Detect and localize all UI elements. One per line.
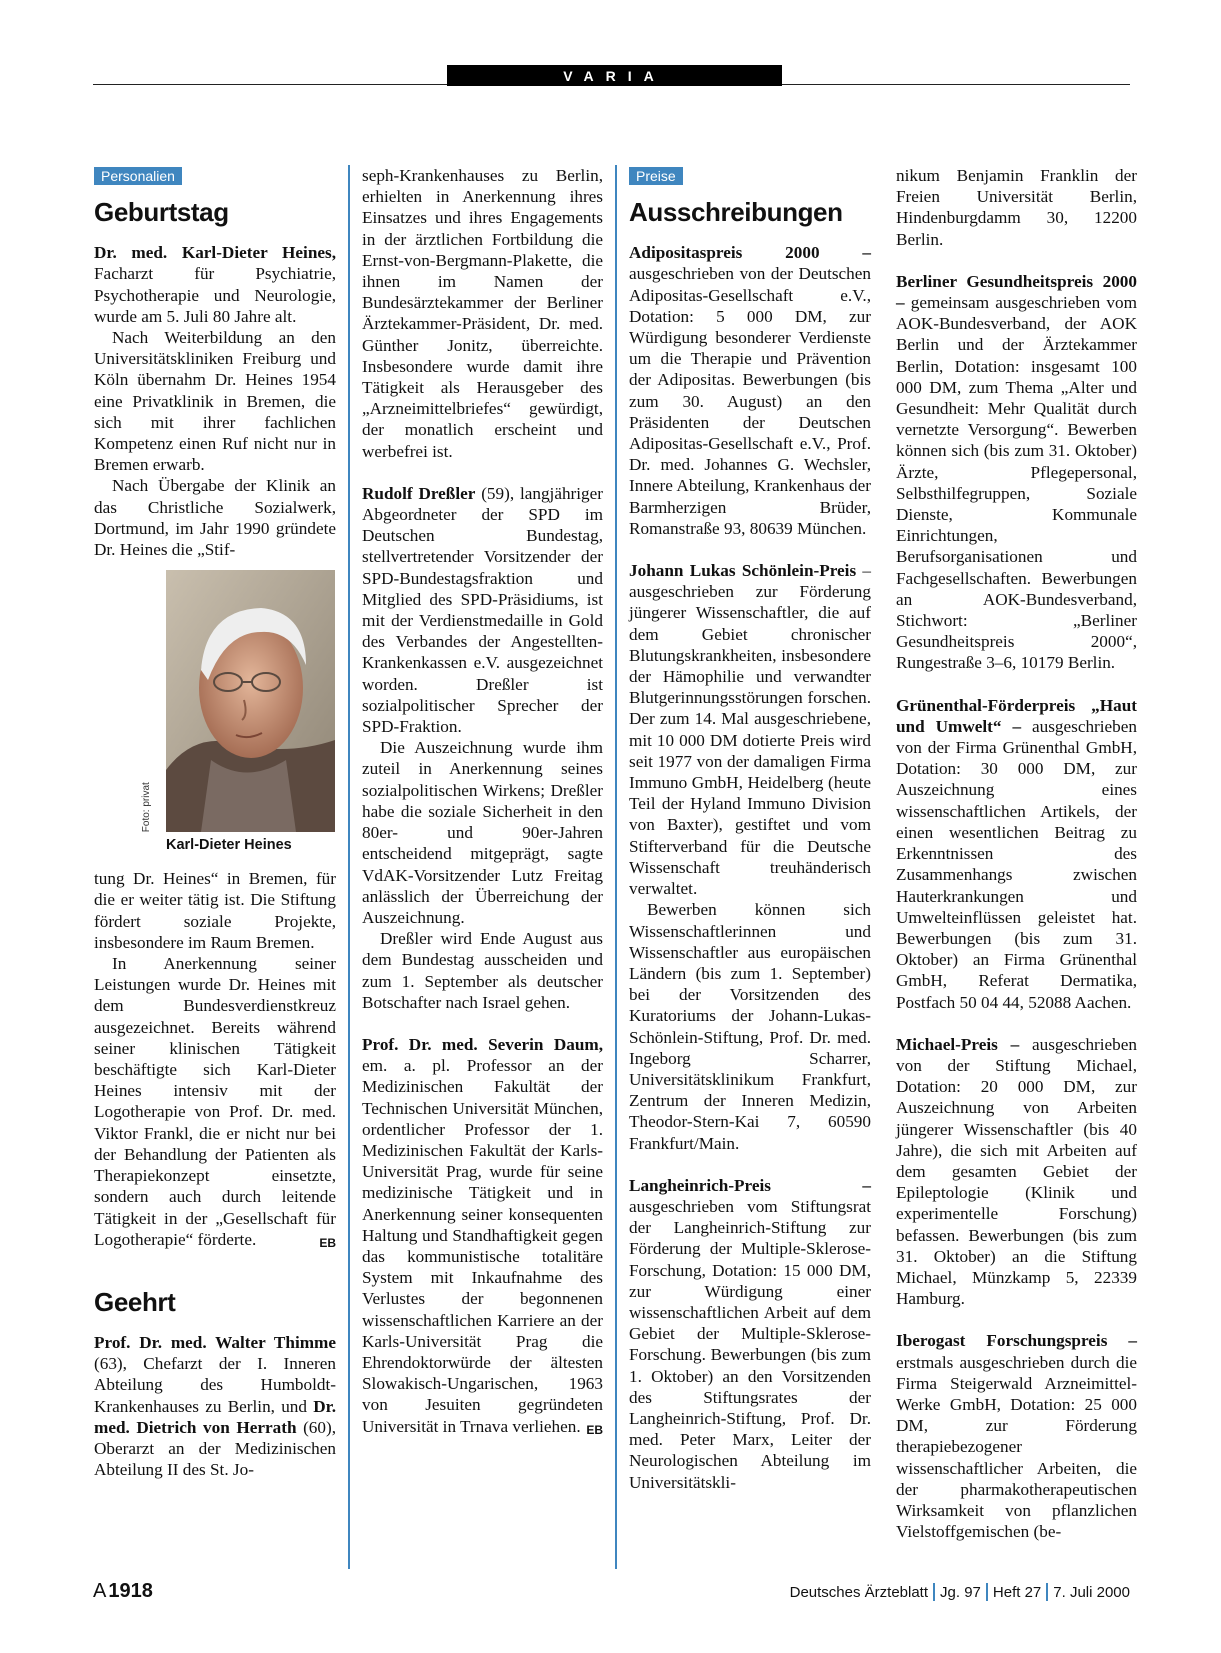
person-name: Prof. Dr. med. Walter Thimme — [94, 1332, 336, 1352]
column-4 — [896, 165, 1137, 1542]
column-2 — [362, 165, 603, 1441]
paragraph — [896, 1330, 1137, 1542]
paragraph-text: gemeinsam ausgeschrieben vom AOK-Bundesverband, der AOK Berlin und der Ärztekammer Berlin, Dotation: insgesamt 100 000 DM, zum Thema „Alter und Gesundheit: Mehr Qualität durch vernetzte Versorgung“. Bewerben können sich (bis zum 31. Oktober) Ärzte, Pflegepersonal, Selbsthilfegruppen, Soziale Dienste, Kommunale Einrichtungen, Berufsorganisationen und Fachgesellschaften. Bewerbungen an AOK-Bundesverband, Stichwort: „Berliner Gesundheitspreis 2000“, Rungestraße 3–6, 10179 Berlin. — [896, 293, 1137, 673]
article-heading: Geburtstag — [94, 197, 229, 228]
author-signature: EB — [586, 1422, 603, 1437]
award-name: Iberogast Forschungspreis – — [896, 1331, 1137, 1351]
paragraph-text: (63), Chefarzt der I. Inneren Abteilung des Humboldt-Krankenhauses zu Berlin, und — [94, 1354, 336, 1416]
section-label: VARIA — [563, 67, 666, 84]
paragraph-text: (60), Oberarzt an der Medizinischen Abteilung II des St. Jo- — [94, 1417, 336, 1480]
paragraph — [896, 695, 1137, 1013]
paragraph: nikum Benjamin Franklin der Freien Universität Berlin, Hindenburgdamm 30, 12200 Berlin. — [896, 166, 1137, 249]
portrait-image — [166, 570, 335, 832]
article-heading: Geehrt — [94, 1286, 176, 1317]
column-divider — [615, 165, 617, 1569]
person-name: Dr. med. Karl-Dieter Heines, — [94, 243, 336, 263]
page-number — [93, 1580, 153, 1603]
issue-date: 7. Juli 2000 — [1053, 1583, 1130, 1601]
paragraph — [629, 560, 871, 899]
portrait-photo — [140, 570, 335, 833]
separator — [986, 1583, 988, 1601]
paragraph: Dreßler wird Ende August aus dem Bundestag ausscheiden und zum 1. September als deutscher Botschafter nach Israel gehen. — [362, 929, 603, 1012]
paragraph: seph-Krankenhauses zu Berlin, erhielten in Anerkennung ihres Einsatzes und ihres Engagements in der ärztlichen Fortbildung die Ernst-von-Bergmann-Plakette, die ihnen im Namen der Bundesärztekammer der Berliner Ärztekammer-Präsident, Dr. med. Günther Jonitz, überreichte. Insbesondere wurde damit ihre Tätigkeit als Herausgeber des „Arzneimittelbriefes“ gewürdigt, der monatlich erscheint und werbefrei ist. — [362, 166, 603, 461]
paragraph-text: ausgeschrieben von der Stiftung Michael, Dotation: 20 000 DM, zur Auszeichnung von Arbeiten jüngerer Wissenschaftler (bis 40 Jahre), die sich mit Arbeiten auf dem gesamten Gebiet der Epileptologie (Klinik und experimentelle Forschung) befassen. Bewerbungen (bis zum 31. Oktober) an die Stiftung Michael, Münzkamp 5, 22339 Hamburg. — [896, 1034, 1137, 1309]
journal-volume: Jg. 97 — [940, 1583, 981, 1601]
paragraph: Bewerben können sich Wissenschaftlerinnen und Wissenschaftler aus europäischen Ländern (bis zum 1. September) bei der Vorsitzenden des Kuratoriums der Johann-Lukas-Schönlein-Stiftung, Prof. Dr. med. Ingeborg Scharrer, Universitätsklinikum Frankfurt, Zentrum der Inneren Medizin, Theodor-Stern-Kai 7, 60590 Frankfurt/Main. — [629, 900, 871, 1153]
journal-name: Deutsches Ärzteblatt — [789, 1583, 929, 1601]
column-divider — [348, 165, 350, 1569]
paragraph: Nach Weiterbildung an den Universitätskliniken Freiburg und Köln übernahm Dr. Heines 1954 eine Privatklinik in Bremen, die sich mit ihrer fachlichen Kompetenz einen Ruf nicht nur in Bremen erwarb. — [94, 328, 336, 475]
category-tag: Personalien — [94, 167, 182, 185]
paragraph: Die Auszeichnung wurde ihm zuteil in Anerkennung seines sozialpolitischen Wirkens; Dreßler habe die soziale Sicherheit in den 80er- und 90er-Jahren entscheidend mitgeprägt, sagte VdAK-Vorsitzender Lutz Freitag anlässlich der Überreichung der Auszeichnung. — [362, 738, 603, 927]
award-name: Berliner Gesundheitspreis 2000 – — [896, 271, 1137, 313]
person-name: Prof. Dr. med. Severin Daum, — [362, 1034, 603, 1054]
paragraph — [629, 1175, 871, 1493]
paragraph-text: (59), langjähriger Abgeordneter der SPD im Deutschen Bundestag, stellvertretender Vorsitzender der SPD-Bundestagsfraktion und Mitglied des SPD-Präsidiums, ist mit der Verdienstmedaille in Gold des Verbandes der Angestellten-Krankenkassen e.V. ausgezeichnet worden. Dreßler ist sozialpolitischer Sprecher der SPD-Fraktion. — [362, 483, 603, 737]
separator — [1046, 1583, 1048, 1601]
person-name: Dr. med. Dietrich von Herrath — [94, 1396, 336, 1437]
author-signature: EB — [319, 1235, 336, 1250]
section-header — [447, 65, 782, 86]
paragraph — [629, 242, 871, 539]
paragraph — [362, 1034, 603, 1437]
column-1 — [94, 165, 336, 1480]
paragraph-text: ausgeschrieben von der Firma Grünenthal GmbH, Dotation: 30 000 DM, zur Auszeichnung eines wissenschaftlichen Artikels, der einen wesentlichen Beitrag zu Erkenntnissen des Zusammenhangs zwischen Hauterkrankungen und Umwelteinflüssen geleistet hat. Bewerbungen (bis zum 31. Oktober) an Firma Grünenthal GmbH, Referat Dermatika, Postfach 50 04 44, 52088 Aachen. — [896, 716, 1137, 1012]
award-name: Johann Lukas Schönlein-Preis — [629, 561, 857, 581]
award-name: Michael-Preis – — [896, 1034, 1020, 1054]
paragraph-text: em. a. pl. Professor an der Medizinischen Fakultät der Technischen Universität München, ordentlicher Professor der 1. Medizinischen Fakultät der Karls-Universität Prag, wurde für seine medizinische Tätigkeit und in Anerkennung seiner konsequenten Haltung und Standhaftigkeit gegen das kommunistische totalitäre System mit Inkaufnahme des Verlustes der begonnenen wissenschaftlichen Karriere an der Karls-Universität Prag die Ehrendoktorwürde der ältesten Slowakisch-Ungarischen, 1963 von Jesuiten gegründeten Universität in Trnava verliehen. — [362, 1056, 603, 1436]
paragraph — [94, 953, 336, 1250]
article-heading: Ausschreibungen — [629, 197, 843, 228]
paragraph — [94, 1332, 336, 1480]
paragraph — [362, 483, 603, 737]
award-name: Adipositaspreis 2000 – — [629, 243, 871, 263]
paragraph: Nach Übergabe der Klinik an das Christliche Sozialwerk, Dortmund, im Jahr 1990 gründete Dr. Heines die „Stif- — [94, 476, 336, 560]
paragraph-text: – ausgeschrieben zur Förderung jüngerer Wissenschaftler, die auf dem Gebiet chronischer Blutungskrankheiten, insbesondere der Hämophilie und verwandter Blutgerinnungsstörungen forschen. Der zum 14. Mal ausgeschriebene, mit 10 000 DM dotierte Preis wird seit 1977 von der damaligen Firma Immuno GmbH, Heidelberg (heute Teil der Hyland Immuno Division von Baxter), gestiftet und vom Stifterverband für die Deutsche Wissenschaft treuhänderisch verwaltet. — [629, 561, 872, 899]
paragraph — [896, 1034, 1137, 1310]
person-name: Rudolf Dreßler — [362, 483, 476, 503]
paragraph-text: erstmals ausgeschrieben durch die Firma Steigerwald Arzneimittel-Werke GmbH, Dotation: 25 000 DM, zur Förderung therapiebezogener wissenschaftlicher Arbeiten, die der pharmakotherapeutischen Wirksamkeit von pflanzlichen Vielstoffgemischen (be- — [896, 1352, 1137, 1542]
photo-caption: Karl-Dieter Heines — [166, 837, 292, 854]
paragraph-text: In Anerkennung seiner Leistungen wurde Dr. Heines mit dem Bundesverdienstkreuz ausgezeichnet. Bereits während seiner klinischen Tätigkeit beschäftigte sich Karl-Dieter Heines intensiv mit der Logotherapie von Prof. Dr. med. Viktor Frankl, die er nicht nur bei der Behandlung der Patienten als Therapiekonzept einsetzte, sondern auch durch leitende Tätigkeit in der „Gesellschaft für Logotherapie“ förderte. — [94, 954, 336, 1249]
award-name: Langheinrich-Preis – — [629, 1175, 871, 1195]
category-tag: Preise — [629, 167, 683, 185]
paragraph-text: ausgeschrieben vom Stiftungsrat der Langheinrich-Stiftung zur Förderung der Multiple-Sklerose-Forschung, Dotation: 15 000 DM, zur Würdigung einer wissenschaftlichen Arbeit auf dem Gebiet der Multiple-Sklerose-Forschung. Bewerbungen (bis zum 1. Oktober) an den Vorsitzenden des Stiftungsrates der Langheinrich-Stiftung, Prof. Dr. med. Peter Marx, Leiter der Neurologischen Abteilung im Universitätskli- — [629, 1196, 871, 1492]
separator — [933, 1583, 935, 1601]
paragraph — [94, 242, 336, 327]
paragraph-text: ausgeschrieben von der Deutschen Adipositas-Gesellschaft e.V., Dotation: 5 000 DM, zur Würdigung besonderer Verdienste um die Therapie und Prävention der Adipositas. Bewerbungen (bis zum 30. August) an den Präsidenten der Deutschen Adipositas-Gesellschaft e.V., Prof. Dr. med. Johannes G. Wechsler, Innere Abteilung, Krankenhaus der Barmherzigen Brüder, Romanstraße 93, 80639 München. — [629, 264, 871, 538]
paragraph-text: Facharzt für Psychiatrie, Psychotherapie und Neurologie, wurde am 5. Juli 80 Jahre alt. — [94, 264, 336, 326]
column-3 — [629, 165, 871, 1493]
photo-credit: Foto: privat — [140, 782, 152, 833]
paragraph — [896, 271, 1137, 674]
journal-issue: Heft 27 — [992, 1583, 1042, 1601]
page-prefix: A — [93, 1580, 107, 1602]
page-number-value: 1918 — [108, 1580, 153, 1602]
award-name: Grünenthal-Förderpreis „Haut und Umwelt“ – — [896, 695, 1137, 736]
page-footer — [93, 1580, 1130, 1610]
paragraph: tung Dr. Heines“ in Bremen, für die er weiter tätig ist. Die Stiftung fördert soziale Projekte, insbesondere im Raum Bremen. — [94, 869, 336, 952]
publication-info — [790, 1583, 1130, 1601]
